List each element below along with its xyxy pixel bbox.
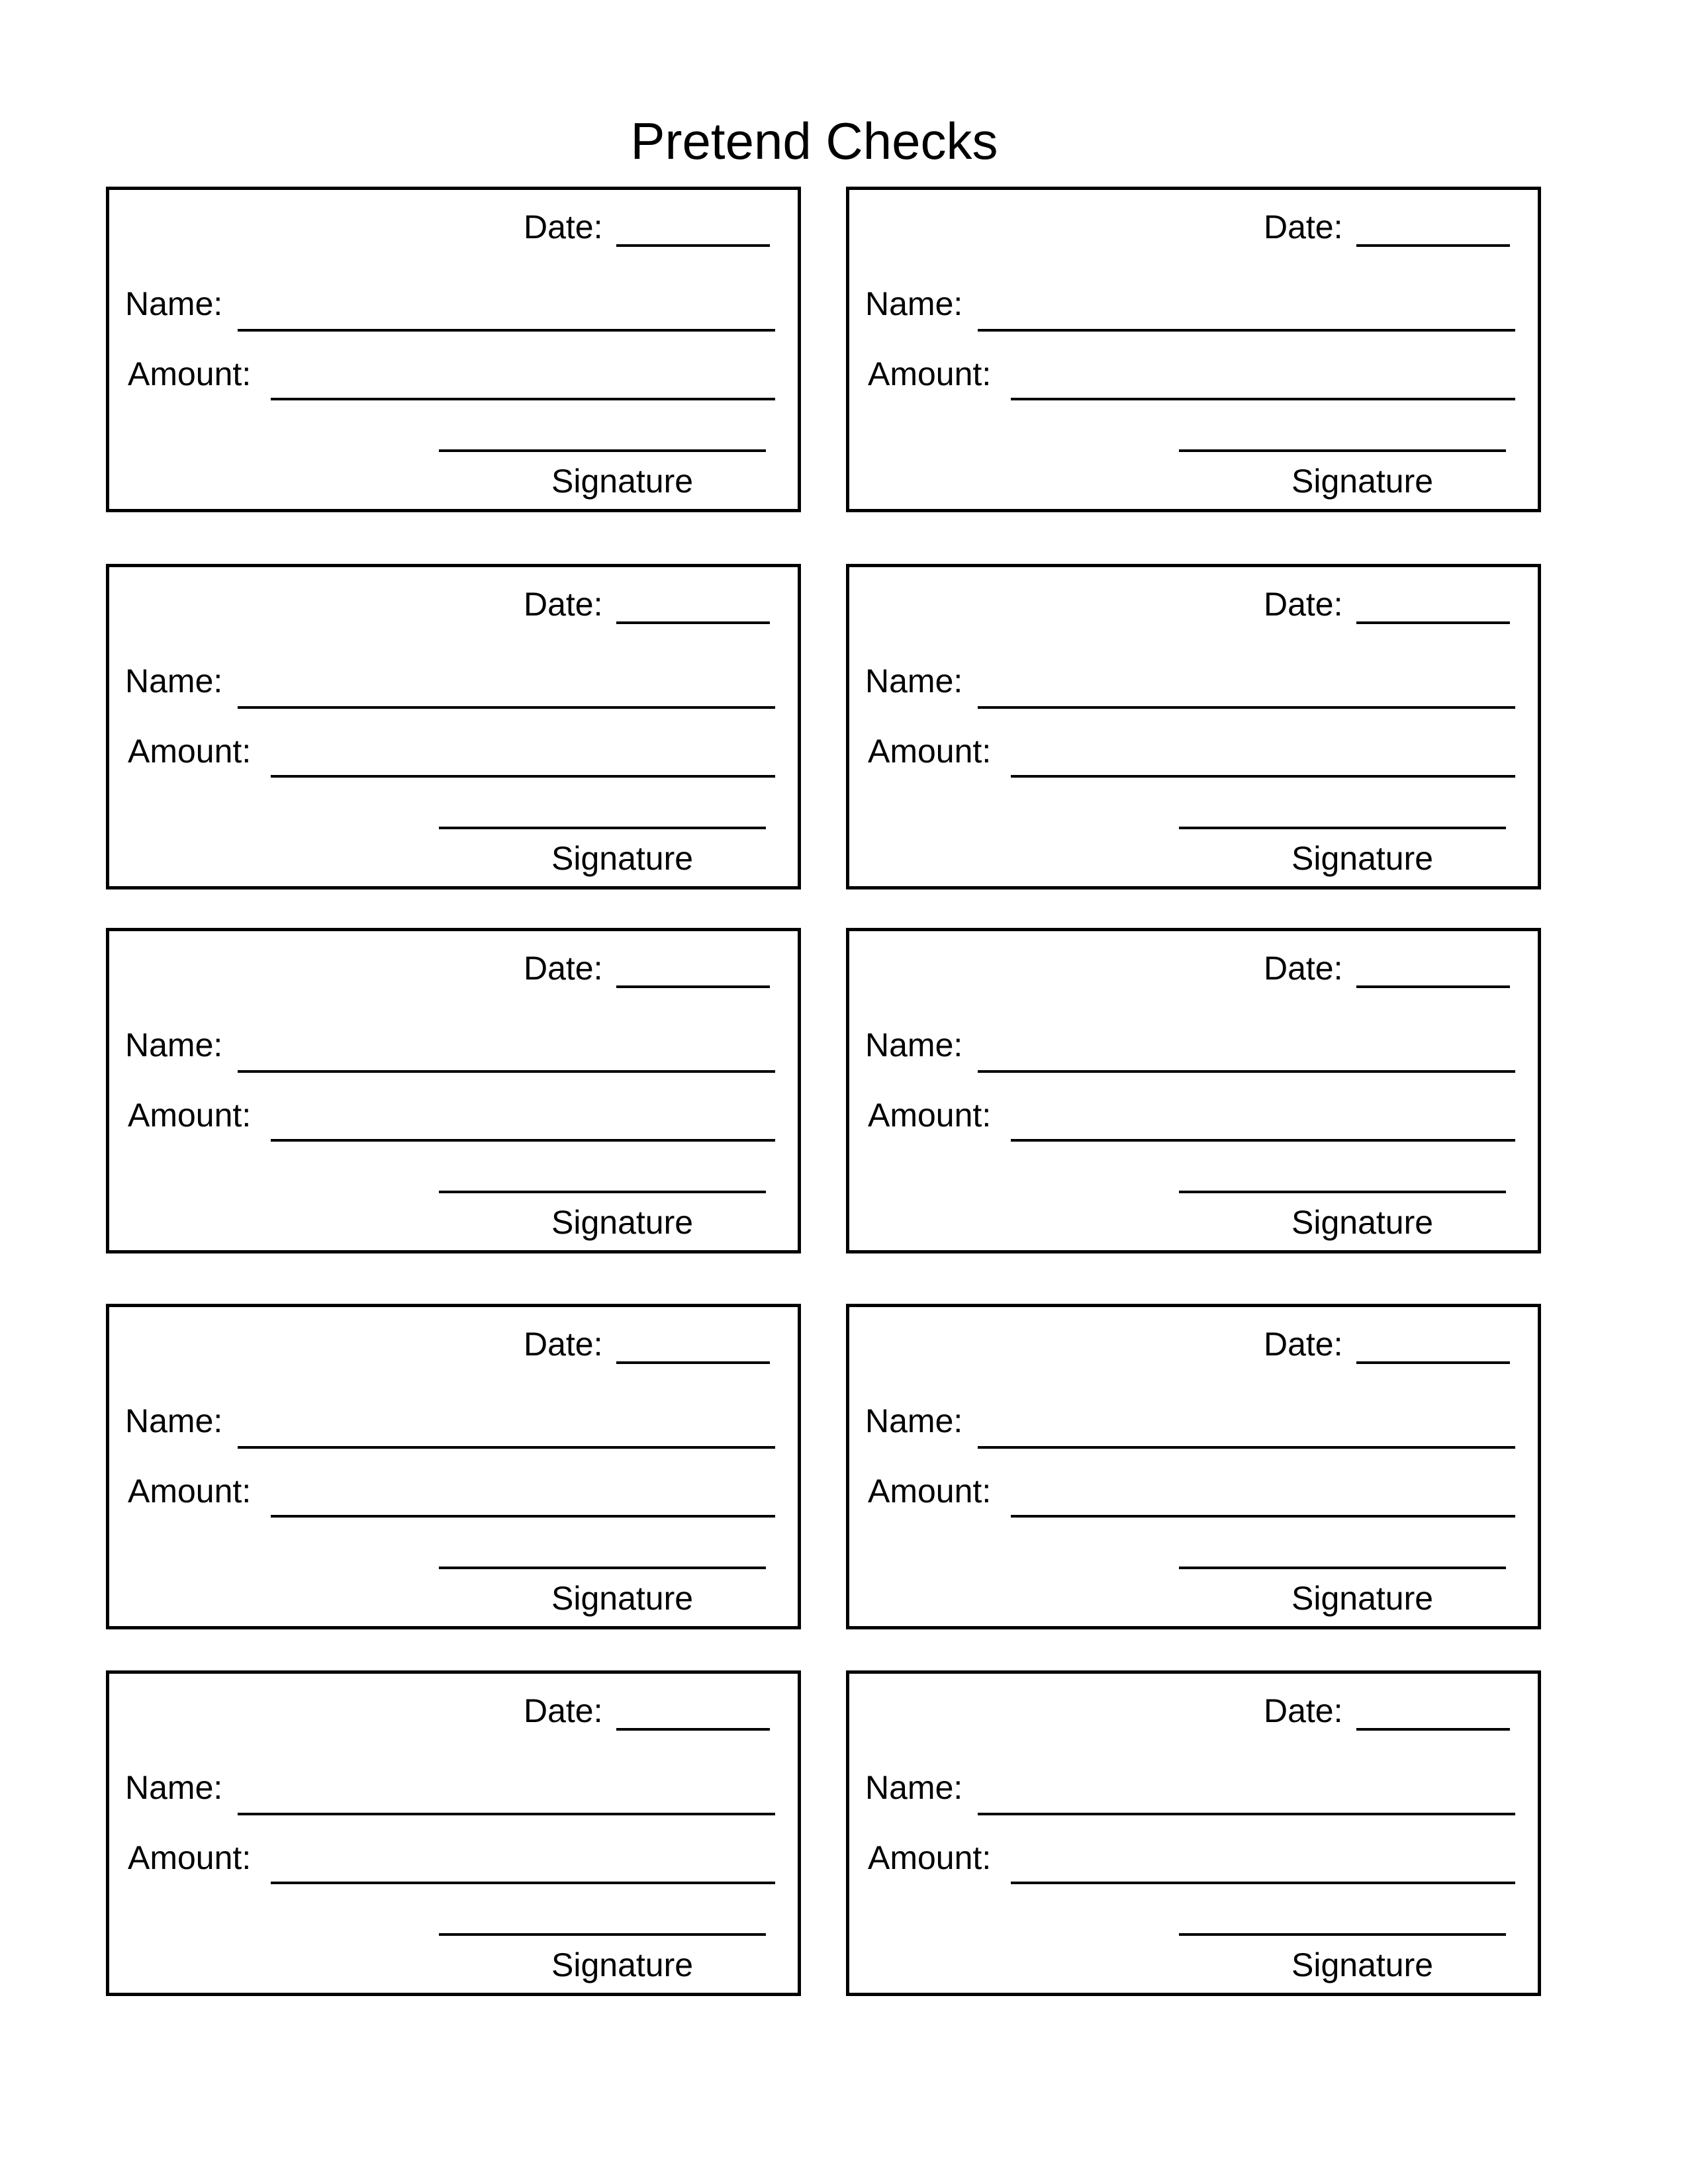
- date-label: Date:: [1264, 208, 1343, 246]
- amount-line[interactable]: [1011, 775, 1515, 778]
- date-label: Date:: [1264, 1326, 1343, 1363]
- name-line[interactable]: [238, 1446, 775, 1449]
- check-6: [846, 928, 1541, 1253]
- signature-label: Signature: [551, 840, 694, 877]
- date-label: Date:: [524, 1326, 603, 1363]
- check-8: [846, 1304, 1541, 1629]
- name-line[interactable]: [978, 1813, 1515, 1815]
- name-label: Name:: [865, 1769, 963, 1806]
- name-line[interactable]: [238, 706, 775, 709]
- date-line[interactable]: [616, 244, 770, 247]
- name-label: Name:: [125, 662, 223, 700]
- amount-label: Amount:: [868, 355, 992, 392]
- name-line[interactable]: [978, 1446, 1515, 1449]
- date-line[interactable]: [1356, 1361, 1510, 1364]
- amount-label: Amount:: [128, 1097, 252, 1134]
- date-line[interactable]: [616, 621, 770, 624]
- name-label: Name:: [865, 1026, 963, 1064]
- signature-line[interactable]: [1179, 827, 1506, 829]
- amount-line[interactable]: [271, 1139, 775, 1142]
- amount-line[interactable]: [271, 1515, 775, 1518]
- date-line[interactable]: [1356, 244, 1510, 247]
- date-line[interactable]: [1356, 1728, 1510, 1731]
- signature-line[interactable]: [439, 1933, 766, 1936]
- name-label: Name:: [125, 1402, 223, 1439]
- signature-line[interactable]: [1179, 1191, 1506, 1193]
- signature-line[interactable]: [1179, 1567, 1506, 1569]
- date-line[interactable]: [1356, 985, 1510, 988]
- check-10: [846, 1670, 1541, 1996]
- date-line[interactable]: [1356, 621, 1510, 624]
- amount-line[interactable]: [271, 775, 775, 778]
- amount-line[interactable]: [1011, 398, 1515, 400]
- date-label: Date:: [1264, 1692, 1343, 1729]
- amount-line[interactable]: [1011, 1139, 1515, 1142]
- signature-line[interactable]: [439, 827, 766, 829]
- check-1: [106, 187, 801, 512]
- signature-label: Signature: [551, 1580, 694, 1617]
- page-title: Pretend Checks: [630, 112, 998, 170]
- signature-label: Signature: [551, 1204, 694, 1241]
- date-line[interactable]: [616, 985, 770, 988]
- name-line[interactable]: [978, 1070, 1515, 1073]
- signature-line[interactable]: [439, 1567, 766, 1569]
- amount-label: Amount:: [868, 1097, 992, 1134]
- date-label: Date:: [524, 1692, 603, 1729]
- name-line[interactable]: [238, 1070, 775, 1073]
- date-line[interactable]: [616, 1361, 770, 1364]
- name-line[interactable]: [238, 329, 775, 332]
- date-line[interactable]: [616, 1728, 770, 1731]
- name-label: Name:: [865, 1402, 963, 1439]
- check-3: [106, 564, 801, 889]
- check-4: [846, 564, 1541, 889]
- name-line[interactable]: [238, 1813, 775, 1815]
- check-7: [106, 1304, 801, 1629]
- signature-label: Signature: [1291, 463, 1434, 500]
- signature-line[interactable]: [1179, 1933, 1506, 1936]
- signature-label: Signature: [551, 1946, 694, 1983]
- signature-label: Signature: [1291, 1204, 1434, 1241]
- date-label: Date:: [524, 586, 603, 623]
- check-9: [106, 1670, 801, 1996]
- name-label: Name:: [125, 1769, 223, 1806]
- date-label: Date:: [1264, 950, 1343, 987]
- amount-label: Amount:: [128, 733, 252, 770]
- signature-label: Signature: [551, 463, 694, 500]
- amount-line[interactable]: [1011, 1882, 1515, 1884]
- date-label: Date:: [524, 950, 603, 987]
- amount-label: Amount:: [868, 1839, 992, 1876]
- check-2: [846, 187, 1541, 512]
- signature-label: Signature: [1291, 840, 1434, 877]
- name-label: Name:: [865, 662, 963, 700]
- signature-line[interactable]: [439, 1191, 766, 1193]
- amount-label: Amount:: [128, 1473, 252, 1510]
- name-line[interactable]: [978, 706, 1515, 709]
- name-label: Name:: [865, 285, 963, 322]
- name-label: Name:: [125, 1026, 223, 1064]
- date-label: Date:: [1264, 586, 1343, 623]
- name-label: Name:: [125, 285, 223, 322]
- amount-line[interactable]: [271, 1882, 775, 1884]
- amount-line[interactable]: [1011, 1515, 1515, 1518]
- signature-label: Signature: [1291, 1580, 1434, 1617]
- date-label: Date:: [524, 208, 603, 246]
- name-line[interactable]: [978, 329, 1515, 332]
- amount-label: Amount:: [128, 1839, 252, 1876]
- amount-line[interactable]: [271, 398, 775, 400]
- amount-label: Amount:: [128, 355, 252, 392]
- check-5: [106, 928, 801, 1253]
- amount-label: Amount:: [868, 1473, 992, 1510]
- signature-line[interactable]: [439, 449, 766, 452]
- amount-label: Amount:: [868, 733, 992, 770]
- signature-line[interactable]: [1179, 449, 1506, 452]
- signature-label: Signature: [1291, 1946, 1434, 1983]
